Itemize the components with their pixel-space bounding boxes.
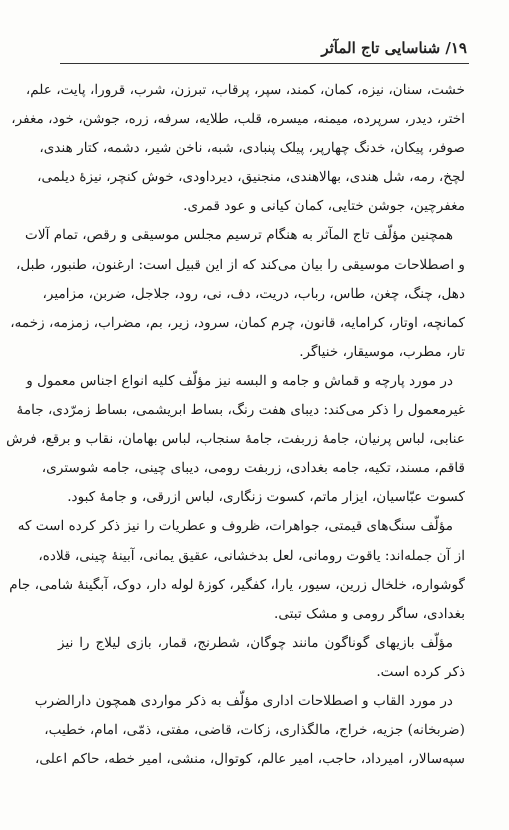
text-line: سپه‌سالار، امیرداد، حاجب، امیر عالم، کوتوال، منشی، امیر خطه، حاکم اعلی،: [35, 751, 465, 768]
text-line: (ضربخانه) جزیه، خراج، مالگذاری، زکات، قاضی، مفتی، ذمّی، امام، خطیب،: [44, 722, 465, 739]
paragraph-music: [10, 221, 465, 366]
header-rule: [60, 63, 469, 64]
page-header: [60, 38, 467, 62]
paragraph-textiles: [6, 367, 465, 512]
paragraph-titles: [34, 687, 465, 774]
text-line: کمانچه، اوتار، کرامایه، قانون، چرم کمان، سرود، زیر، بم، مضراب، زمزمه، زخمه،: [10, 314, 465, 331]
page-number: ۱۹: [450, 39, 467, 57]
text-line: عنابی، لباس پرنیان، جامهٔ زربفت، جامهٔ سنجاب، لباس بهامان، نقاب و برقع، فرش: [6, 431, 465, 448]
text-line: گوشواره، خلخال زرین، سیور، یارا، کفگیر، کوزهٔ لوله دار، دوک، آبگینهٔ شامی، جام: [9, 576, 465, 593]
text-line: تار، مطرب، موسیقار، خنیاگر.: [299, 343, 465, 360]
text-line: کسوت عبّاسیان، ایزار ماتم، کسوت زنگاری، لباس ازرقی، و جامهٔ کبود.: [67, 489, 465, 506]
text-line: مؤلّف بازیهای گوناگون مانند چوگان، شطرنج، قمار، بازی لیلاج را نیز: [58, 634, 453, 651]
text-line: صوفر، پیکان، خدنگ چهارپر، پیلک پنبادی، شبه، ناخن شیر، دشمه، کتار هندی،: [39, 140, 465, 157]
body-text: [6, 76, 465, 774]
text-line: لچخ، رمه، شل هندی، بهالاهندی، منجنیق، دیرداودی، خوش کنچر، نیزهٔ دیلمی،: [37, 169, 465, 186]
text-line: دهل، چنگ، چغن، طاس، رباب، دریت، دف، نی، رود، جلاجل، ضربن، مزامیر،: [42, 285, 465, 302]
text-line: در مورد القاب و اصطلاحات اداری مؤلّف به ذکر مواردی همچون دارالضرب: [34, 692, 453, 709]
text-line: از آن جمله‌اند: یاقوت رومانی، لعل بدخشانی، عقیق یمانی، آبینهٔ چینی، قلاده،: [38, 547, 465, 564]
header-separator: /: [445, 39, 451, 57]
running-title: شناسایی تاج المآثر: [321, 39, 441, 57]
text-line: در مورد پارچه و قماش و جامه و البسه نیز مؤلّف کلیه انواع اجناس معمول و: [26, 372, 453, 389]
text-line: اختر، دیدر، سرپرده، میمنه، میسره، قلب، طلایه، سرفه، زره، جوشن، خود، مغفر،: [11, 111, 465, 128]
text-line: غیرمعمول را ذکر می‌کند: دیبای هفت رنگ، بساط ابریشمی، بساط زمرّدی، جامهٔ: [16, 402, 465, 419]
text-line: همچنین مؤلّف تاج المآثر به هنگام ترسیم مجلس موسیقی و رقص، تمام آلات: [25, 227, 453, 244]
running-head: [321, 39, 467, 57]
text-line: بغدادی، ساگر رومی و مشک تبتی.: [274, 605, 465, 622]
text-line: و اصطلاحات موسیقی را بیان می‌کند که از این قبیل است: ارغنون، طنبور، طبل،: [16, 256, 465, 273]
text-line: خشت، سنان، نیزه، کمان، کمند، سپر، پرقاب، تبرزن، شرب، قرورا، پایت، علم،: [25, 82, 465, 98]
text-line: مغفرچین، جوشن ختایی، کمان کیانی و عود قمری.: [183, 198, 465, 215]
text-line: ذکر کرده است.: [376, 663, 465, 680]
paragraph-jewels: [9, 512, 465, 628]
paragraph-weapons: [11, 76, 465, 221]
text-line: مؤلّف سنگ‌های قیمتی، جواهرات، ظروف و عطریات را نیز ذکر کرده است که: [17, 518, 453, 535]
text-line: قاقم، مسند، تکیه، جامه بغدادی، زربفت رومی، دیبای چینی، جامه شوستری،: [41, 460, 465, 477]
paragraph-games: [58, 629, 465, 687]
